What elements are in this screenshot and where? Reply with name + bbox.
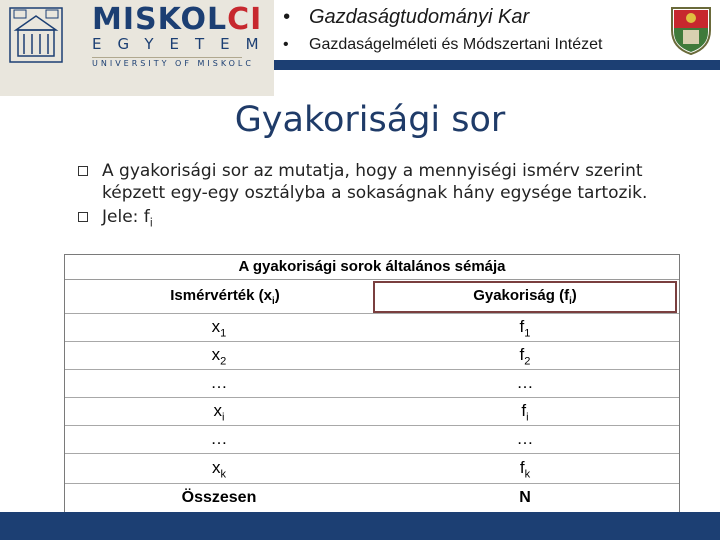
table-cell: $x_k$ [211,458,227,481]
table-cell: … [210,373,228,392]
row-divider [65,341,679,342]
bullet-text: A gyakorisági sor az mutatja, hogy a mennyiségi ismérv szerint képzett egy-egy osztályba a sokaságnak hány egysége tartozik. [102,161,648,203]
table-cell: $x_i$ [213,401,225,424]
institute-name: • Gazdaságelméleti és Módszertani Intézet [283,36,603,53]
coat-of-arms-icon [668,2,714,56]
footer-bar [0,512,720,540]
total-label: Összesen [181,489,257,506]
total-value: N [519,489,531,506]
bullet-text: Jele: f [102,207,150,227]
row-divider [65,369,679,370]
row-divider [65,453,679,454]
wordmark-divider [92,57,242,58]
faculty-name: • Gazdaságtudományi Kar [283,6,530,28]
row-divider [65,425,679,426]
university-crest-icon [6,4,66,66]
row-divider [65,397,679,398]
table-cell: $x_2$ [211,345,227,368]
slide-title: Gyakorisági sor [234,100,506,140]
table-title: A gyakorisági sorok általános sémája [238,258,506,275]
table-cell: $f_1$ [519,317,531,340]
slide-header [0,0,720,96]
table-cell: … [210,429,228,448]
table-cell: $f_i$ [521,401,529,424]
square-bullet-icon [78,166,88,176]
university-english-name: UNIVERSITY OF MISKOLC [92,59,254,68]
header-bar [274,60,720,70]
column-header-value: Ismérvérték $(x_i)$ [170,287,280,307]
table-cell: $x_1$ [211,317,227,340]
table-cell: … [516,373,534,392]
column-header-frequency: Gyakoriság $(f_i)$ [473,287,577,307]
university-wordmark-sub: EGYETEM [92,35,275,53]
table-cell: $f_k$ [519,458,531,481]
university-wordmark: MISKOLCI [92,2,263,37]
row-divider [65,313,679,314]
bullet-list [78,160,698,236]
bullet-item: Jele: $f_i$ [78,206,698,234]
row-divider [65,483,679,484]
table-cell: $f_2$ [519,345,531,368]
frequency-table [64,254,680,514]
bullet-item [78,160,698,204]
table-cell: … [516,429,534,448]
square-bullet-icon [78,212,88,222]
table-divider [65,279,679,280]
